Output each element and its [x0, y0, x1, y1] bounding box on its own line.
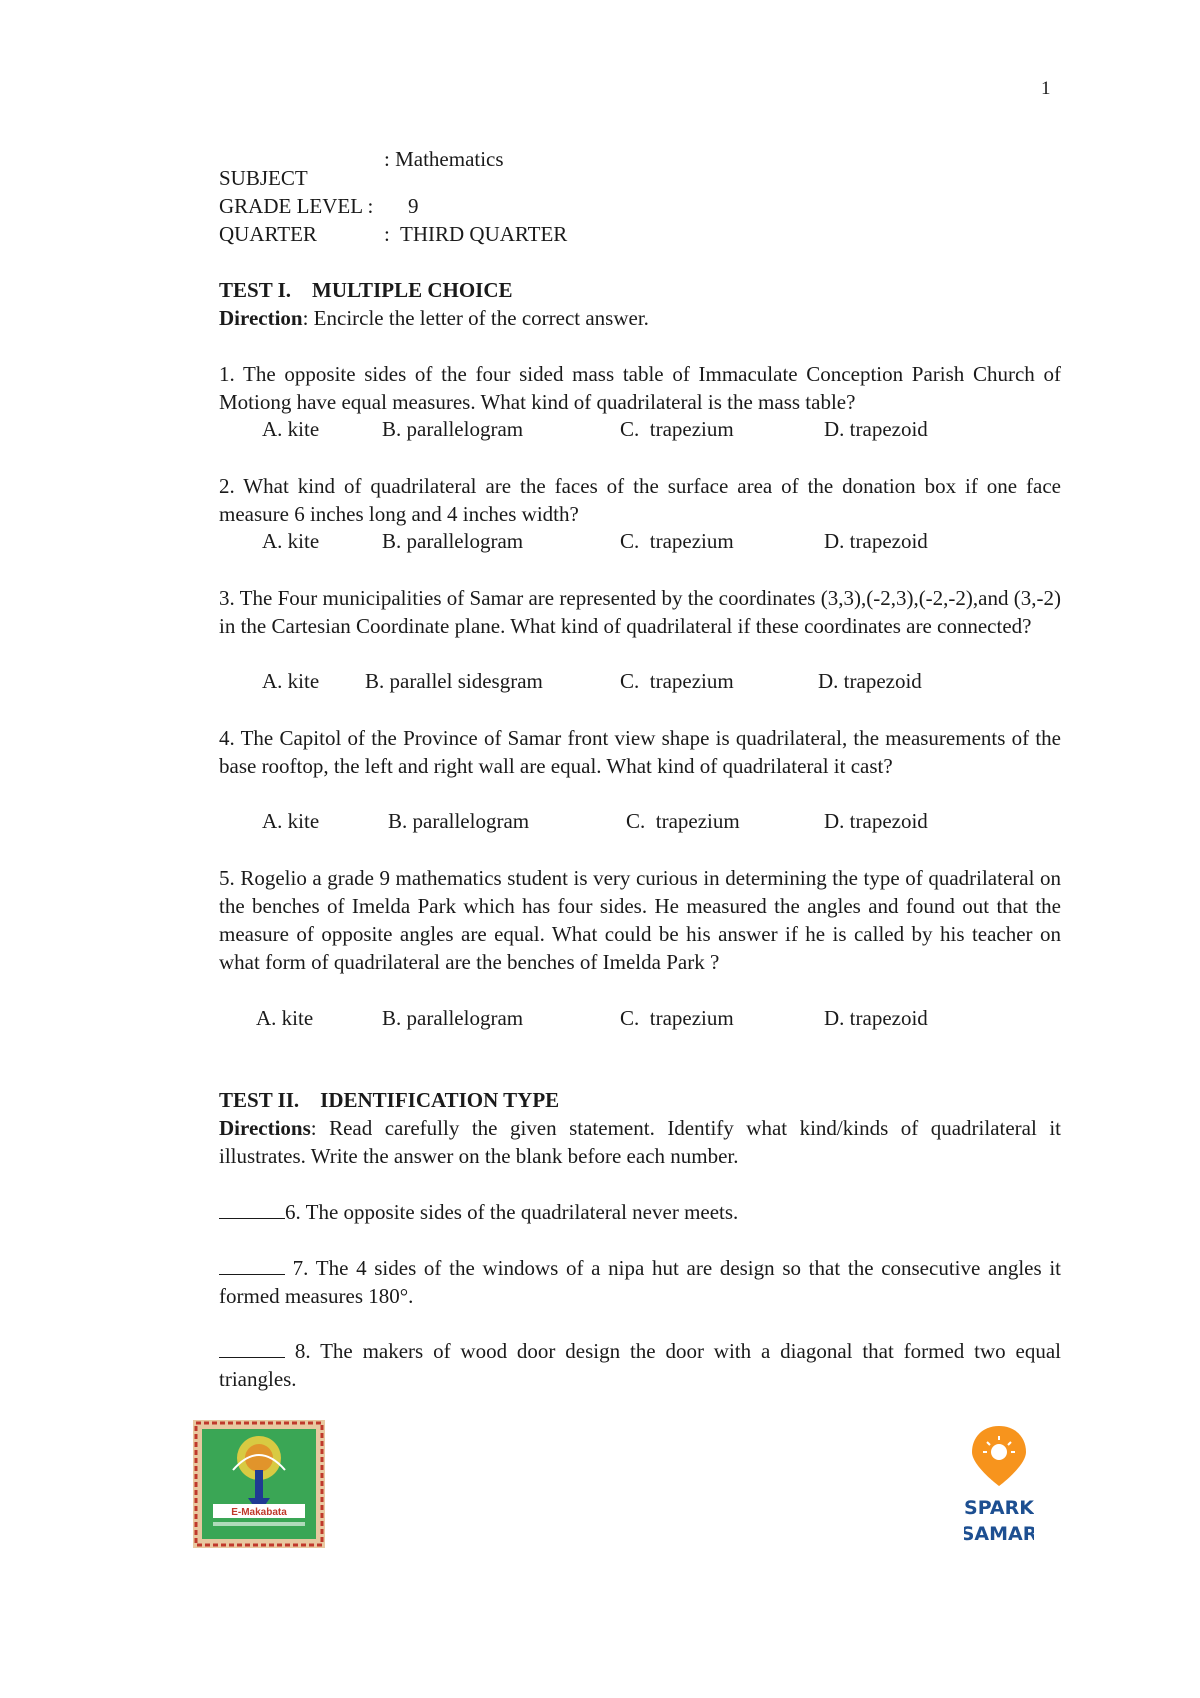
- question-4-option-c[interactable]: C. trapezium: [626, 809, 740, 833]
- question-4-option-d[interactable]: D. trapezoid: [824, 809, 928, 833]
- question-3-option-d[interactable]: D. trapezoid: [818, 669, 922, 693]
- identification-item-7-text: 7. The 4 sides of the windows of a nipa hut are design so that the consecutive angles it formed measures 180°.: [219, 1256, 1061, 1308]
- emakabata-logo: [193, 1420, 325, 1548]
- emakabata-banner-text: E-Makabata: [231, 1507, 287, 1518]
- answer-blank-6[interactable]: [219, 1198, 285, 1219]
- question-4-option-b[interactable]: B. parallelogram: [388, 809, 530, 833]
- spark-samar-logo: [964, 1424, 1034, 1549]
- question-2-text: 2. What kind of quadrilateral are the faces of the surface area of the donation box if one face measure 6 inches long and 4 inches width?: [219, 474, 1061, 526]
- question-5-option-d[interactable]: D. trapezoid: [824, 1006, 928, 1030]
- identification-item-6-text: 6. The opposite sides of the quadrilateral never meets.: [285, 1200, 739, 1224]
- identification-item-8: [219, 1337, 1061, 1393]
- test2-direction-label: Directions: [219, 1116, 311, 1140]
- question-3-option-a[interactable]: A. kite: [262, 669, 320, 693]
- answer-blank-8[interactable]: [219, 1337, 285, 1358]
- question-4-option-a[interactable]: A. kite: [262, 809, 320, 833]
- test1-direction-text: : Encircle the letter of the correct answer.: [302, 306, 649, 330]
- quarter-value: THIRD QUARTER: [400, 222, 568, 246]
- page-number: 1: [1041, 78, 1051, 99]
- question-4-text: 4. The Capitol of the Province of Samar front view shape is quadrilateral, the measurements of the base rooftop, the left and right wall are equal. What kind of quadrilateral it cast?: [219, 726, 1061, 778]
- quarter-label: QUARTER: [219, 222, 317, 246]
- subject-value: : Mathematics: [384, 147, 504, 171]
- emakabata-logo-graphic: [193, 1420, 325, 1548]
- samar-text: SAMAR: [964, 1523, 1034, 1545]
- quarter-colon: :: [384, 222, 390, 246]
- test1-direction: [219, 306, 649, 331]
- question-2-option-a[interactable]: A. kite: [262, 529, 320, 553]
- spark-samar-logo-graphic: [964, 1424, 1034, 1549]
- question-5-option-b[interactable]: B. parallelogram: [382, 1006, 524, 1030]
- question-3-option-c[interactable]: C. trapezium: [620, 669, 734, 693]
- identification-item-6: [219, 1198, 1061, 1226]
- identification-item-8-text: 8. The makers of wood door design the door with a diagonal that formed two equal triangles.: [219, 1339, 1061, 1391]
- question-2-option-c[interactable]: C. trapezium: [620, 529, 734, 553]
- question-3-text: 3. The Four municipalities of Samar are represented by the coordinates (3,3),(-2,3),(-2,-2),and (3,-2) in the Cartesian Coordinate plane. What kind of quadrilateral if these coordinates are connected?: [219, 586, 1061, 638]
- question-5-option-a[interactable]: A. kite: [256, 1006, 314, 1030]
- question-2-option-b[interactable]: B. parallelogram: [382, 529, 524, 553]
- answer-blank-7[interactable]: [219, 1254, 285, 1275]
- question-1-option-c[interactable]: C. trapezium: [620, 417, 734, 441]
- question-3-option-b[interactable]: B. parallel sidesgram: [365, 669, 543, 693]
- test2-direction-text: : Read carefully the given statement. Identify what kind/kinds of quadrilateral it illustrates. Write the answer on the blank before each number.: [219, 1116, 1061, 1168]
- grade-level-label: GRADE LEVEL :: [219, 194, 374, 218]
- question-2-option-d[interactable]: D. trapezoid: [824, 529, 928, 553]
- test2-title: TEST II. IDENTIFICATION TYPE: [219, 1088, 560, 1112]
- test2-direction: [219, 1114, 1061, 1170]
- question-5-option-c[interactable]: C. trapezium: [620, 1006, 734, 1030]
- question-1-option-b[interactable]: B. parallelogram: [382, 417, 524, 441]
- test1-direction-label: Direction: [219, 306, 303, 330]
- question-1-option-a[interactable]: A. kite: [262, 417, 320, 441]
- test1-title: TEST I. MULTIPLE CHOICE: [219, 278, 513, 302]
- subject-label: SUBJECT: [219, 166, 308, 190]
- question-1-text: 1. The opposite sides of the four sided mass table of Immaculate Conception Parish Church of Motiong have equal measures. What kind of quadrilateral is the mass table?: [219, 362, 1061, 414]
- grade-level-value: 9: [408, 194, 419, 218]
- identification-item-7: [219, 1254, 1061, 1310]
- question-5-text: 5. Rogelio a grade 9 mathematics student is very curious in determining the type of quadrilateral on the benches of Imelda Park which has four sides. He measured the angles and found out that the measure of opposite angles are equal. What could be his answer if he is called by his teacher on what form of quadrilateral are the benches of Imelda Park ?: [219, 866, 1061, 974]
- spark-text: SPARK: [964, 1497, 1034, 1519]
- question-1-option-d[interactable]: D. trapezoid: [824, 417, 928, 441]
